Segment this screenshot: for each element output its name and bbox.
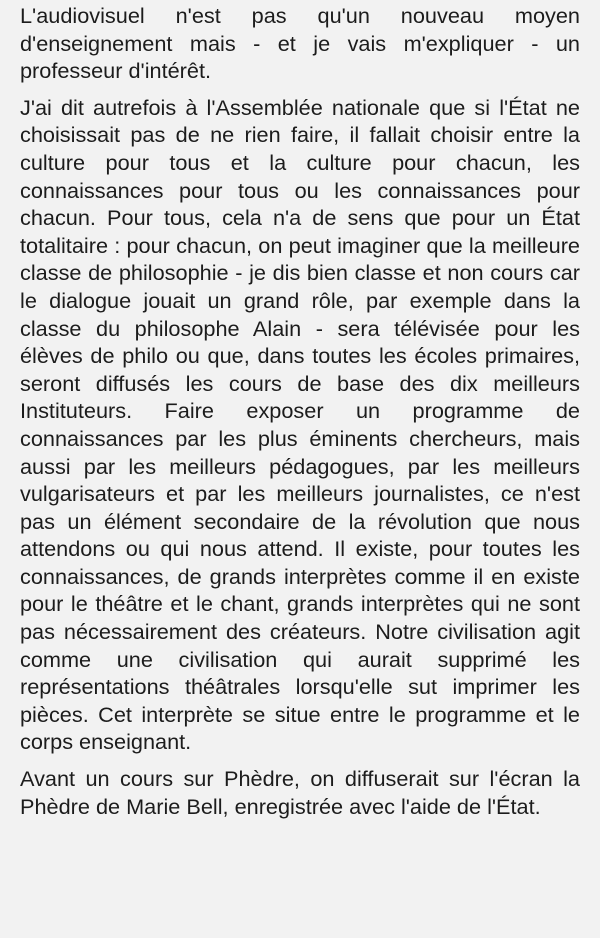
paragraph-conclusion: Avant un cours sur Phèdre, on diffuserait sur l'écran la Phèdre de Marie Bell, enregistrée avec l'aide de l'État. — [20, 766, 580, 819]
paragraph-body: J'ai dit autrefois à l'Assemblée nationale que si l'État ne choisissait pas de ne rien faire, il fallait choisir entre la culture pour tous et la culture pour chacun, les connaissances pour tous ou les connaissances pour chacun. Pour tous, cela n'a de sens que pour un État totalitaire : pour chacun, on peut imaginer que la meilleure classe de philosophie - je dis bien classe et non cours car le dialogue jouait un grand rôle, par exemple dans la classe du philosophe Alain - sera télévisée pour les élèves de philo ou que, dans toutes les écoles primaires, seront diffusés les cours de base des dix meilleurs Instituteurs. Faire exposer un programme de connaissances par les plus éminents chercheurs, mais aussi par les meilleurs pédagogues, par les meilleurs vulgarisateurs et par les meilleurs journalistes, ce n'est pas un élément secondaire de la révolution que nous attendons ou qui nous attend. Il existe, pour toutes les connaissances, de grands interprètes comme il en existe pour le théâtre et le chant, grands interprètes qui ne sont pas nécessairement des créateurs. Notre civilisation agit comme une civilisation qui aurait supprimé les représentations théâtrales lorsqu'elle sut imprimer les pièces. Cet interprète se situe entre le programme et le corps enseignant. — [20, 94, 580, 755]
paragraph-intro: L'audiovisuel n'est pas qu'un nouveau moyen d'enseignement mais - et je vais m'expliquer - un professeur d'intérêt. — [20, 3, 580, 84]
